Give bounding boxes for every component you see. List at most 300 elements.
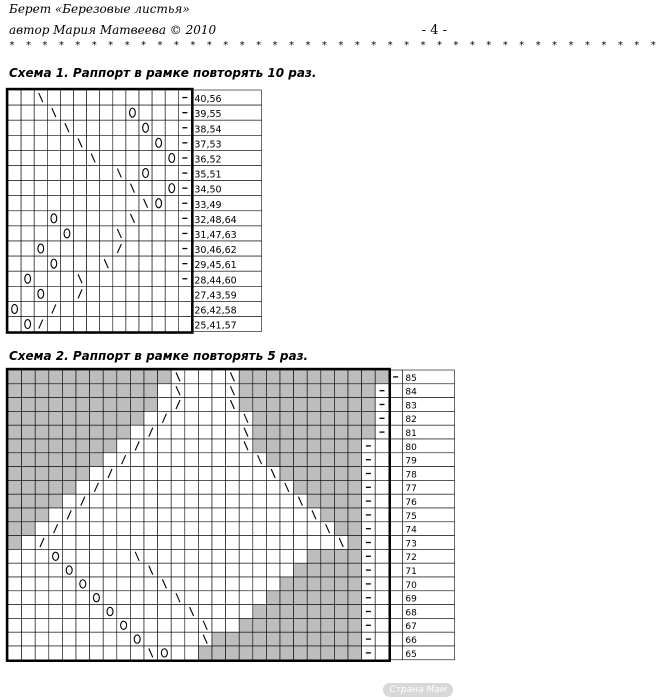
scheme2-cell	[158, 453, 172, 467]
scheme2-cell	[22, 563, 36, 577]
scheme2-cell	[294, 384, 308, 398]
scheme2-cell	[212, 618, 226, 632]
scheme2-cell	[253, 522, 267, 536]
scheme2-cell	[334, 508, 348, 522]
scheme2-cell	[35, 591, 49, 605]
scheme2-cell	[375, 508, 389, 522]
scheme2-cell	[266, 439, 280, 453]
scheme1-row-label: 26,42,58	[194, 305, 237, 317]
scheme2-cell	[62, 494, 76, 508]
scheme2-cell	[307, 591, 321, 605]
scheme2-cell	[348, 563, 362, 577]
scheme2-cell	[130, 591, 144, 605]
scheme2-cell	[117, 646, 131, 660]
scheme2-cell	[76, 591, 90, 605]
scheme1-row-label: 30,46,62	[194, 245, 237, 257]
scheme2-row-label: 76	[405, 498, 417, 508]
scheme2-cell	[348, 480, 362, 494]
scheme2-cell	[212, 563, 226, 577]
scheme2-cell	[35, 494, 49, 508]
scheme2-cell	[90, 522, 104, 536]
scheme2-cell	[185, 467, 199, 481]
scheme2-cell	[171, 480, 185, 494]
scheme2-cell	[103, 480, 117, 494]
scheme2-cell	[198, 398, 212, 412]
scheme2-cell	[280, 439, 294, 453]
scheme2-cell	[117, 522, 131, 536]
scheme1-row-label: 37,53	[194, 139, 222, 151]
scheme2-cell	[253, 577, 267, 591]
scheme2-cell	[22, 411, 36, 425]
scheme2-cell	[307, 522, 321, 536]
scheme2-cell	[62, 522, 76, 536]
scheme2-cell	[35, 632, 49, 646]
scheme2-cell	[117, 563, 131, 577]
scheme2-cell	[294, 439, 308, 453]
scheme2-cell	[49, 439, 63, 453]
scheme2-cell	[130, 480, 144, 494]
scheme2-cell	[266, 577, 280, 591]
scheme2-cell	[103, 425, 117, 439]
scheme2-cell	[294, 522, 308, 536]
scheme2-cell	[22, 453, 36, 467]
scheme2-cell	[253, 439, 267, 453]
scheme2-cell	[253, 618, 267, 632]
scheme2-cell	[49, 384, 63, 398]
scheme2-cell	[266, 411, 280, 425]
scheme2-cell	[158, 549, 172, 563]
scheme2-cell	[158, 494, 172, 508]
scheme2-cell	[171, 453, 185, 467]
scheme2-cell	[62, 370, 76, 384]
scheme2-cell	[22, 467, 36, 481]
scheme2-cell	[171, 549, 185, 563]
scheme2-cell	[226, 480, 240, 494]
scheme2-cell	[117, 494, 131, 508]
scheme2-cell	[185, 563, 199, 577]
scheme2-cell	[226, 494, 240, 508]
scheme2-cell	[49, 632, 63, 646]
scheme2-cell	[35, 411, 49, 425]
scheme2-row-label: 75	[405, 511, 417, 522]
scheme2-cell	[76, 536, 90, 550]
scheme2-cell	[22, 508, 36, 522]
scheme2-cell	[253, 605, 267, 619]
scheme2-cell	[280, 494, 294, 508]
scheme2-cell	[375, 453, 389, 467]
scheme2-cell	[375, 494, 389, 508]
scheme2-cell	[280, 425, 294, 439]
scheme2-cell	[158, 425, 172, 439]
scheme2-cell	[62, 591, 76, 605]
scheme2-cell	[307, 453, 321, 467]
scheme2-cell	[266, 632, 280, 646]
scheme2-cell	[239, 536, 253, 550]
scheme2-cell	[76, 411, 90, 425]
scheme2-cell	[49, 425, 63, 439]
scheme2-cell	[49, 508, 63, 522]
scheme2-cell	[321, 453, 335, 467]
scheme2-cell	[103, 563, 117, 577]
scheme2-cell	[90, 563, 104, 577]
scheme2-cell	[294, 370, 308, 384]
scheme2-cell	[90, 605, 104, 619]
scheme2-cell	[321, 591, 335, 605]
scheme2-cell	[130, 370, 144, 384]
scheme2-cell	[334, 646, 348, 660]
scheme2-cell	[22, 618, 36, 632]
scheme2-cell	[334, 577, 348, 591]
scheme2-cell	[130, 632, 144, 646]
scheme2-cell	[334, 411, 348, 425]
scheme2-row-label: 67	[405, 622, 417, 633]
scheme2-cell	[144, 605, 158, 619]
scheme2-cell	[144, 522, 158, 536]
scheme2-cell	[185, 439, 199, 453]
scheme2-cell	[62, 618, 76, 632]
scheme2-cell	[8, 577, 22, 591]
scheme2-cell	[321, 425, 335, 439]
scheme2-cell	[253, 591, 267, 605]
scheme2-cell	[22, 632, 36, 646]
scheme2-cell	[185, 646, 199, 660]
scheme2-cell	[348, 632, 362, 646]
scheme2-cell	[49, 605, 63, 619]
scheme1-row-label: 33,49	[194, 199, 222, 211]
scheme2-cell	[35, 453, 49, 467]
scheme2-cell	[8, 439, 22, 453]
pattern-title: Берет «Березовые листья»	[9, 2, 190, 16]
scheme2-cell	[144, 549, 158, 563]
scheme2-cell	[171, 646, 185, 660]
scheme2-cell	[90, 591, 104, 605]
scheme2-cell	[321, 411, 335, 425]
scheme2-cell	[185, 632, 199, 646]
scheme2-cell	[212, 494, 226, 508]
scheme2-cell	[375, 646, 389, 660]
scheme2-cell	[198, 549, 212, 563]
scheme2-cell	[90, 632, 104, 646]
scheme2-cell	[8, 605, 22, 619]
scheme2-cell	[239, 618, 253, 632]
scheme2-cell	[226, 536, 240, 550]
scheme2-cell	[307, 384, 321, 398]
scheme2-cell	[212, 536, 226, 550]
scheme1-row-label: 40,56	[194, 94, 222, 106]
scheme2-cell	[239, 384, 253, 398]
scheme2-cell	[266, 508, 280, 522]
scheme2-cell	[35, 370, 49, 384]
scheme2-cell	[76, 384, 90, 398]
scheme2-cell	[90, 453, 104, 467]
scheme2-cell	[266, 453, 280, 467]
scheme2-cell	[198, 370, 212, 384]
scheme2-cell	[35, 549, 49, 563]
scheme2-cell	[266, 563, 280, 577]
scheme2-cell	[253, 549, 267, 563]
scheme2-cell	[307, 411, 321, 425]
scheme2-cell	[8, 480, 22, 494]
scheme2-cell	[280, 411, 294, 425]
scheme2-cell	[226, 563, 240, 577]
scheme2-cell	[49, 494, 63, 508]
scheme2-cell	[76, 398, 90, 412]
scheme2-cell	[348, 591, 362, 605]
scheme2-cell	[375, 480, 389, 494]
scheme2-cell	[22, 522, 36, 536]
scheme2-row-label: 80	[405, 442, 417, 453]
scheme2-cell	[334, 439, 348, 453]
scheme2-cell	[35, 522, 49, 536]
scheme2-cell	[226, 522, 240, 536]
scheme2-cell	[362, 425, 376, 439]
scheme2-cell	[90, 536, 104, 550]
scheme2-cell	[294, 646, 308, 660]
scheme2-cell	[212, 591, 226, 605]
scheme2-cell	[117, 480, 131, 494]
scheme2-cell	[307, 480, 321, 494]
scheme1-row-label: 29,45,61	[194, 260, 237, 272]
scheme2-cell	[8, 467, 22, 481]
scheme2-cell	[280, 522, 294, 536]
scheme2-cell	[375, 577, 389, 591]
scheme2-cell	[226, 453, 240, 467]
scheme2-row-label: 74	[405, 525, 417, 536]
scheme2-cell	[307, 536, 321, 550]
scheme2-row-label: 70	[405, 580, 417, 591]
scheme2-cell	[76, 605, 90, 619]
scheme2-cell	[321, 439, 335, 453]
scheme2-cell	[253, 370, 267, 384]
scheme2-cell	[117, 398, 131, 412]
scheme2-cell	[226, 549, 240, 563]
scheme2-cell	[321, 508, 335, 522]
scheme2-cell	[348, 384, 362, 398]
scheme2-cell	[253, 536, 267, 550]
scheme2-cell	[8, 536, 22, 550]
scheme2-cell	[375, 563, 389, 577]
scheme2-cell	[253, 563, 267, 577]
scheme2-cell	[90, 411, 104, 425]
scheme2-row-label: 83	[405, 401, 417, 412]
scheme2-cell	[117, 384, 131, 398]
scheme2-cell	[130, 494, 144, 508]
scheme2-cell	[185, 494, 199, 508]
scheme2-cell	[280, 577, 294, 591]
scheme2-cell	[212, 480, 226, 494]
scheme2-cell	[280, 632, 294, 646]
scheme2-cell	[185, 411, 199, 425]
scheme2-cell	[185, 522, 199, 536]
scheme2-cell	[348, 605, 362, 619]
scheme2-cell	[103, 370, 117, 384]
scheme2-cell	[294, 577, 308, 591]
scheme2-cell	[307, 439, 321, 453]
scheme2-cell	[348, 370, 362, 384]
scheme2-cell	[185, 480, 199, 494]
scheme2-cell	[321, 577, 335, 591]
scheme2-cell	[294, 618, 308, 632]
scheme2-cell	[307, 605, 321, 619]
scheme2-cell	[62, 398, 76, 412]
scheme2-cell	[76, 632, 90, 646]
scheme2-cell	[158, 398, 172, 412]
scheme2-cell	[375, 439, 389, 453]
scheme2-cell	[307, 632, 321, 646]
scheme2-row-label: 78	[405, 470, 417, 481]
scheme2-cell	[307, 646, 321, 660]
scheme2-cell	[103, 646, 117, 660]
scheme1-row-label: 34,50	[194, 184, 222, 196]
scheme2-cell	[103, 522, 117, 536]
scheme2-cell	[103, 384, 117, 398]
scheme2-cell	[266, 522, 280, 536]
scheme2-cell	[90, 384, 104, 398]
scheme2-row-label: 71	[405, 567, 417, 577]
scheme2-cell	[334, 370, 348, 384]
scheme2-cell	[76, 563, 90, 577]
scheme2-cell	[171, 508, 185, 522]
scheme2-cell	[158, 384, 172, 398]
scheme2-cell	[117, 591, 131, 605]
scheme2-cell	[185, 370, 199, 384]
scheme2-cell	[280, 536, 294, 550]
scheme2-cell	[103, 549, 117, 563]
scheme2-cell	[212, 439, 226, 453]
scheme2-cell	[198, 439, 212, 453]
scheme2-row-label: 73	[405, 539, 417, 550]
scheme2-cell	[212, 425, 226, 439]
scheme1-row-label: 39,55	[194, 109, 222, 121]
scheme2-cell	[22, 646, 36, 660]
scheme2-cell	[212, 384, 226, 398]
scheme2-cell	[185, 549, 199, 563]
scheme2-cell	[307, 563, 321, 577]
scheme2-cell	[348, 549, 362, 563]
scheme2-cell	[8, 563, 22, 577]
scheme2-cell	[130, 618, 144, 632]
scheme2-cell	[280, 467, 294, 481]
scheme2-cell	[334, 549, 348, 563]
scheme2-cell	[62, 632, 76, 646]
scheme2-cell	[253, 467, 267, 481]
scheme2-cell	[334, 384, 348, 398]
scheme2-cell	[375, 591, 389, 605]
scheme2-cell	[158, 646, 172, 660]
scheme2-cell	[212, 467, 226, 481]
scheme1-row-label: 25,41,57	[194, 320, 237, 332]
scheme2-cell	[185, 591, 199, 605]
scheme2-cell	[334, 632, 348, 646]
scheme2-cell	[171, 536, 185, 550]
scheme2-cell	[266, 384, 280, 398]
scheme1-row-label: 38,54	[194, 124, 222, 136]
scheme2-cell	[8, 370, 22, 384]
scheme1-row-label: 32,48,64	[194, 214, 237, 226]
scheme2-cell	[62, 549, 76, 563]
scheme2-cell	[130, 398, 144, 412]
scheme2-cell	[348, 411, 362, 425]
scheme2-cell	[22, 549, 36, 563]
scheme2-cell	[130, 563, 144, 577]
scheme2-cell	[226, 467, 240, 481]
scheme2-cell	[266, 605, 280, 619]
scheme2-cell	[76, 522, 90, 536]
scheme2-cell	[294, 467, 308, 481]
scheme2-cell	[76, 467, 90, 481]
scheme2-cell	[280, 618, 294, 632]
scheme2-cell	[22, 536, 36, 550]
scheme2-cell	[212, 605, 226, 619]
scheme2-cell	[144, 577, 158, 591]
scheme2-cell	[171, 618, 185, 632]
scheme2-cell	[321, 480, 335, 494]
scheme2-cell	[321, 605, 335, 619]
scheme2-cell	[144, 536, 158, 550]
author-line: автор Мария Матвеева © 2010	[9, 23, 217, 37]
scheme2-cell	[8, 384, 22, 398]
scheme2-row-label: 84	[405, 387, 417, 398]
scheme2-cell	[321, 618, 335, 632]
scheme2-cell	[76, 370, 90, 384]
scheme2-cell	[103, 439, 117, 453]
scheme2-cell	[321, 536, 335, 550]
scheme2-cell	[158, 605, 172, 619]
scheme2-cell	[239, 591, 253, 605]
scheme2-cell	[103, 577, 117, 591]
scheme2-cell	[130, 467, 144, 481]
scheme2-cell	[144, 467, 158, 481]
scheme2-cell	[334, 467, 348, 481]
scheme2-cell	[226, 646, 240, 660]
scheme2-cell	[375, 522, 389, 536]
scheme2-cell	[130, 384, 144, 398]
scheme2-cell	[348, 536, 362, 550]
scheme2-cell	[348, 618, 362, 632]
scheme2-cell	[348, 425, 362, 439]
scheme2-cell	[280, 605, 294, 619]
scheme2-cell	[239, 370, 253, 384]
scheme2-cell	[35, 398, 49, 412]
scheme2-cell	[90, 646, 104, 660]
scheme2-cell	[226, 411, 240, 425]
scheme2-cell	[144, 384, 158, 398]
scheme2-cell	[117, 618, 131, 632]
scheme2-cell	[212, 549, 226, 563]
scheme2-cell	[375, 370, 389, 384]
scheme2-cell	[117, 425, 131, 439]
scheme2-cell	[212, 632, 226, 646]
scheme2-cell	[8, 549, 22, 563]
scheme2-cell	[130, 425, 144, 439]
scheme2-cell	[35, 618, 49, 632]
scheme2-cell	[49, 563, 63, 577]
scheme2-cell	[362, 384, 376, 398]
scheme2-cell	[90, 549, 104, 563]
scheme2-cell	[76, 439, 90, 453]
scheme2-cell	[76, 480, 90, 494]
scheme2-cell	[158, 536, 172, 550]
scheme2-cell	[334, 563, 348, 577]
scheme2-cell	[171, 425, 185, 439]
scheme2-cell	[49, 467, 63, 481]
scheme2-cell	[198, 522, 212, 536]
scheme2-cell	[8, 494, 22, 508]
scheme2-cell	[280, 508, 294, 522]
scheme2-cell	[22, 370, 36, 384]
scheme2-cell	[348, 467, 362, 481]
scheme2-cell	[103, 453, 117, 467]
